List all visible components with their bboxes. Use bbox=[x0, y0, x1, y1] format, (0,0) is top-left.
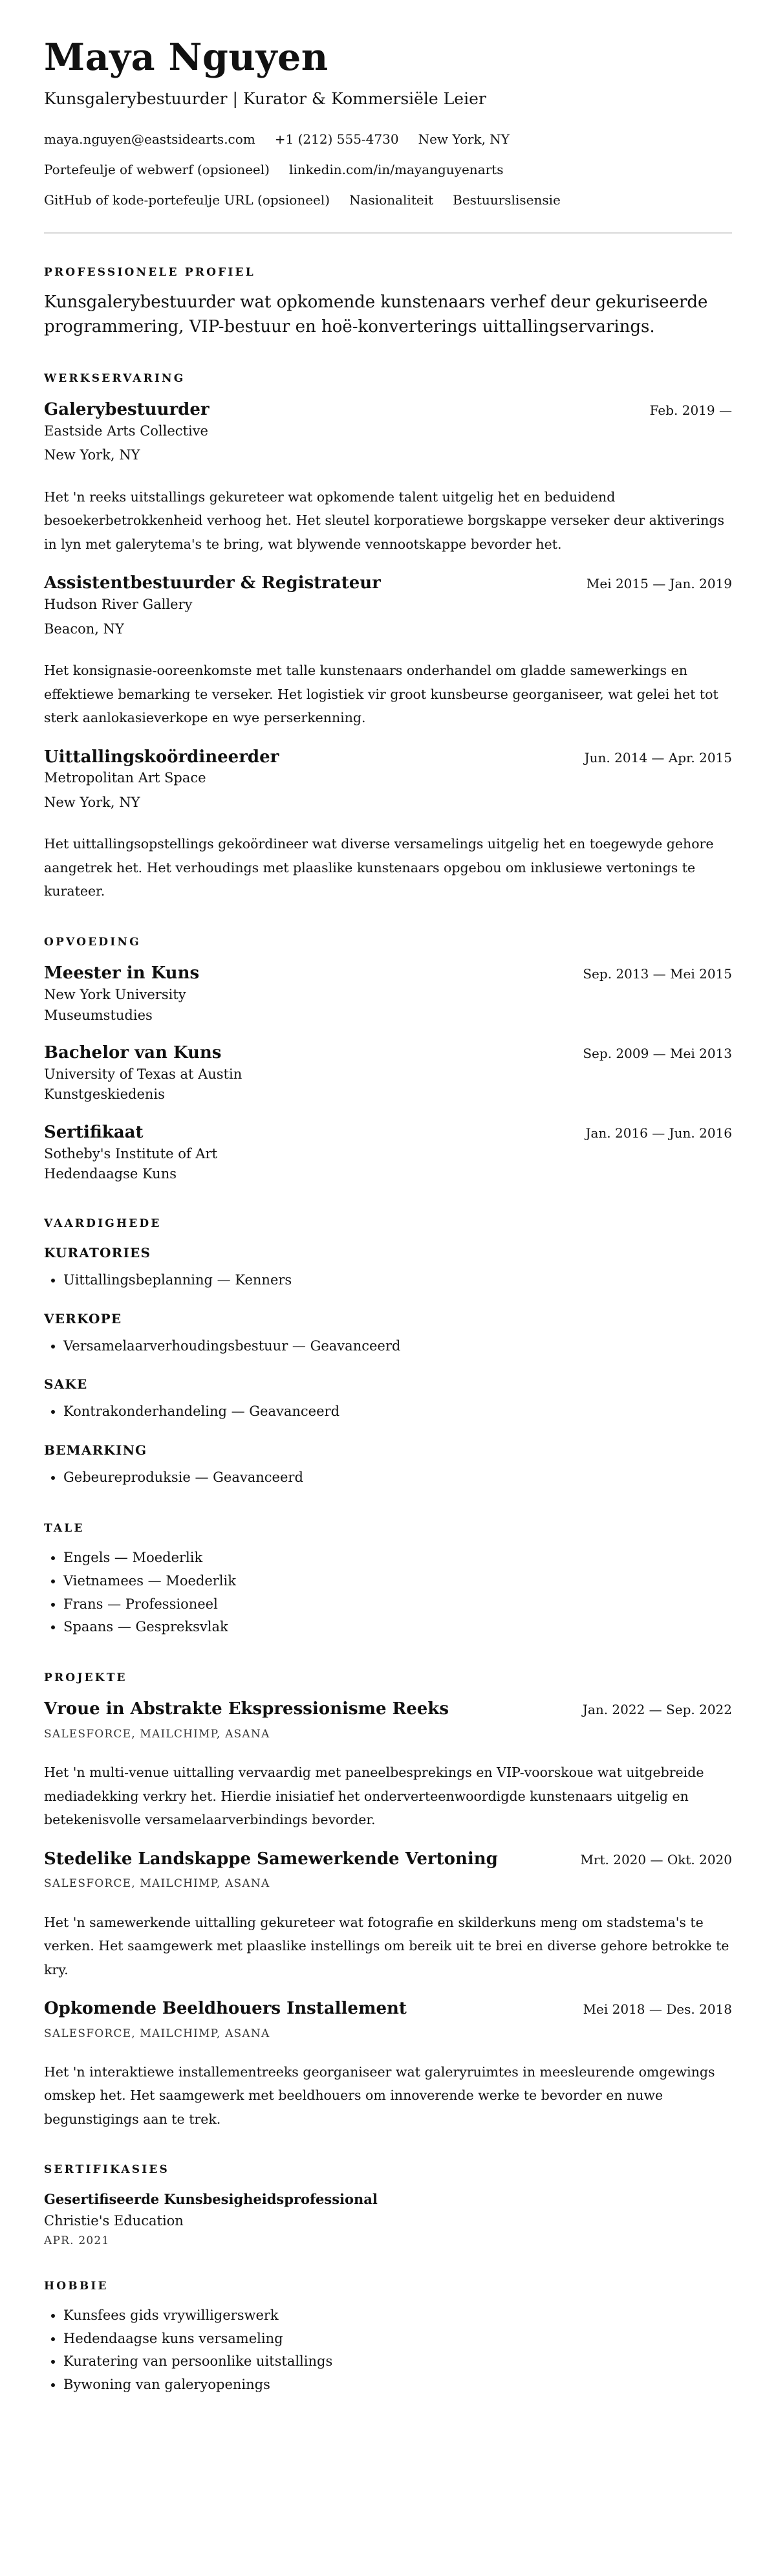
skill-item: • Gebeureproduksie — Geavanceerd bbox=[63, 1466, 732, 1490]
skill-list bbox=[44, 1269, 732, 1292]
project-date: Mei 2018 — Des. 2018 bbox=[583, 2001, 732, 2017]
degree-date: Sep. 2013 — Mei 2015 bbox=[583, 966, 732, 982]
language-item: • Frans — Professioneel bbox=[63, 1593, 732, 1616]
job-date: Feb. 2019 — bbox=[649, 402, 732, 419]
degree-date: Jan. 2016 — Jun. 2016 bbox=[585, 1125, 732, 1141]
skill-item: • Kontrakonderhandeling — Geavanceerd bbox=[63, 1400, 732, 1424]
section-heading: OPVOEDING bbox=[44, 935, 141, 949]
hobby-item: • Kunsfees gids vrywilligerswerk bbox=[63, 2304, 732, 2328]
section-heading: VAARDIGHEDE bbox=[44, 1216, 162, 1230]
project-title: Stedelike Landskappe Samewerkende Vertoning bbox=[44, 1849, 498, 1869]
job-date: Mei 2015 — Jan. 2019 bbox=[586, 576, 732, 592]
header-divider bbox=[44, 232, 732, 234]
institution: New York University bbox=[44, 987, 186, 1003]
project-date: Mrt. 2020 — Okt. 2020 bbox=[580, 1851, 732, 1867]
language-item: • Vietnamees — Moederlik bbox=[63, 1570, 732, 1593]
project-tools: SALESFORCE, MAILCHIMP, ASANA bbox=[44, 1877, 270, 1891]
section-heading: SERTIFIKASIES bbox=[44, 2163, 170, 2177]
hobbies-section bbox=[44, 2280, 732, 2397]
project-title: Vroue in Abstrakte Ekspressionisme Reeks bbox=[44, 1699, 449, 1719]
skill-category: KURATORIES bbox=[44, 1245, 151, 1261]
profile-section bbox=[44, 266, 732, 340]
contact-row bbox=[44, 161, 732, 179]
experience-section bbox=[44, 372, 732, 903]
field-of-study: Kunstgeskiedenis bbox=[44, 1086, 165, 1103]
field-of-study: Hedendaagse Kuns bbox=[44, 1166, 177, 1182]
skills-section bbox=[44, 1217, 732, 1490]
resume-header bbox=[44, 38, 732, 209]
contact-portfolio[interactable]: Portefeulje of webwerf (opsioneel) bbox=[44, 161, 270, 177]
project-description: Het 'n samewerkende uittalling gekureteer wat fotografie en skilderkuns meng om stadstema's te verken. Het saamgewerk met plaaslike instellings om bereik uit te brei en diverse gehore betrokke te kry. bbox=[44, 1914, 729, 1977]
candidate-name: Maya Nguyen bbox=[44, 36, 329, 79]
contact-phone[interactable]: +1 (212) 555-4730 bbox=[274, 131, 399, 147]
job-location: New York, NY bbox=[44, 794, 140, 810]
skill-item: • Versamelaarverhoudingsbestuur — Geavanceerd bbox=[63, 1335, 732, 1358]
language-item: • Engels — Moederlik bbox=[63, 1547, 732, 1570]
projects-section bbox=[44, 1671, 732, 2131]
contact-linkedin[interactable]: linkedin.com/in/mayanguyenarts bbox=[288, 161, 504, 177]
certification-date: APR. 2021 bbox=[44, 2234, 110, 2247]
job-employer: Metropolitan Art Space bbox=[44, 770, 206, 786]
contact-email[interactable]: maya.nguyen@eastsidearts.com bbox=[44, 131, 255, 147]
section-heading: TALE bbox=[44, 1521, 85, 1535]
institution: Sotheby's Institute of Art bbox=[44, 1145, 217, 1161]
skill-category: BEMARKING bbox=[44, 1442, 147, 1459]
degree-date: Sep. 2009 — Mei 2013 bbox=[583, 1046, 732, 1062]
experience-entry bbox=[44, 747, 732, 903]
job-title: Assistentbestuurder & Registrateur bbox=[44, 573, 381, 593]
contact-github[interactable]: GitHub of kode-portefeulje URL (opsioneel) bbox=[44, 192, 330, 208]
section-heading: PROJEKTE bbox=[44, 1671, 127, 1684]
language-list bbox=[44, 1547, 732, 1639]
languages-section bbox=[44, 1522, 732, 1639]
project-tools: SALESFORCE, MAILCHIMP, ASANA bbox=[44, 1728, 270, 1741]
job-title: Uittallingskoördineerder bbox=[44, 747, 279, 767]
education-section bbox=[44, 936, 732, 1185]
project-tools: SALESFORCE, MAILCHIMP, ASANA bbox=[44, 2027, 270, 2040]
candidate-title: Kunsgalerybestuurder | Kurator & Kommersiële Leier bbox=[44, 89, 486, 108]
certification-issuer: Christie's Education bbox=[44, 2213, 184, 2229]
section-heading: WERKSERVARING bbox=[44, 371, 186, 385]
education-entry bbox=[44, 1042, 732, 1105]
certifications-section bbox=[44, 2163, 732, 2247]
job-location: New York, NY bbox=[44, 447, 140, 463]
project-title: Opkomende Beeldhouers Installement bbox=[44, 1998, 407, 2018]
skill-category: VERKOPE bbox=[44, 1310, 122, 1327]
certification-name: Gesertifiseerde Kunsbesigheidsprofessional bbox=[44, 2190, 378, 2207]
project-entry bbox=[44, 1699, 732, 1831]
skill-list bbox=[44, 1400, 732, 1424]
skill-list bbox=[44, 1335, 732, 1358]
section-heading: HOBBIE bbox=[44, 2279, 109, 2293]
education-entry bbox=[44, 963, 732, 1026]
job-description: Het uittallingsopstellings gekoördineer wat diverse versamelings uitgelig het en toegewyde gehore aangetrek het. Het verhoudings met plaaslike kunstenaars opgebou om inklusiewe vertonings te kurateer. bbox=[44, 836, 714, 899]
project-entry bbox=[44, 1849, 732, 1981]
skill-category: SAKE bbox=[44, 1376, 88, 1393]
hobby-item: • Bywoning van galeryopenings bbox=[63, 2373, 732, 2397]
experience-entry bbox=[44, 399, 732, 556]
job-description: Het 'n reeks uitstallings gekureteer wat opkomende talent uitgelig het en beduidend besoekerbetrokkenheid verhoog het. Het sleutel korporatiewe borgskappe verseker deur aktiverings in lyn met galerytema's te bring, wat blywende vennootskappe bevorder het. bbox=[44, 489, 724, 552]
contact-nationality: Nasionaliteit bbox=[349, 192, 434, 208]
project-description: Het 'n multi-venue uittalling vervaardig met paneelbesprekings en VIP-voorskoue wat uitgebreide mediadekking verkry het. Hierdie inisiatief het onderverteenwoordigde kunstenaars uitgelig en betekenisvolle versamelaarverbindings bevorder. bbox=[44, 1765, 704, 1828]
skill-list bbox=[44, 1466, 732, 1490]
project-description: Het 'n interaktiewe installementreeks georganiseer wat galeryruimtes in meesleurende omgewings omskep het. Het saamgewerk met beeldhouers om innoverende werke te bevorder en nuwe begunstigings aan te trek. bbox=[44, 2064, 715, 2127]
hobby-item: • Hedendaagse kuns versameling bbox=[63, 2328, 732, 2351]
project-date: Jan. 2022 — Sep. 2022 bbox=[582, 1702, 732, 1718]
contact-row bbox=[44, 131, 732, 148]
job-title: Galerybestuurder bbox=[44, 400, 210, 420]
degree-title: Sertifikaat bbox=[44, 1122, 144, 1142]
profile-summary: Kunsgalerybestuurder wat opkomende kunstenaars verhef deur gekuriseerde programmering, VIP-bestuur en hoë-konverterings uittallingservarings. bbox=[44, 292, 708, 337]
job-employer: Hudson River Gallery bbox=[44, 597, 193, 613]
experience-entry bbox=[44, 573, 732, 729]
contact-row bbox=[44, 192, 732, 209]
hobby-list bbox=[44, 2304, 732, 2397]
job-date: Jun. 2014 — Apr. 2015 bbox=[584, 749, 732, 765]
field-of-study: Museumstudies bbox=[44, 1007, 153, 1023]
project-entry bbox=[44, 1998, 732, 2131]
education-entry bbox=[44, 1122, 732, 1185]
language-item: • Spaans — Gespreksvlak bbox=[63, 1616, 732, 1639]
job-description: Het konsignasie-ooreenkomste met talle kunstenaars onderhandel om gladde samewerkings en effektiewe bemarking te verseker. Het logistiek vir groot kunsbeurse georganiseer, wat gelei het tot sterk aanlokasieverkope en wye perserkenning. bbox=[44, 663, 718, 726]
section-heading: PROFESSIONELE PROFIEL bbox=[44, 265, 255, 279]
institution: University of Texas at Austin bbox=[44, 1066, 242, 1082]
hobby-item: • Kuratering van persoonlike uitstallings bbox=[63, 2350, 732, 2373]
skill-item: • Uittallingsbeplanning — Kenners bbox=[63, 1269, 732, 1292]
contact-license: Bestuurslisensie bbox=[453, 192, 561, 208]
job-location: Beacon, NY bbox=[44, 621, 124, 637]
contact-location: New York, NY bbox=[418, 131, 510, 147]
degree-title: Bachelor van Kuns bbox=[44, 1043, 222, 1063]
job-employer: Eastside Arts Collective bbox=[44, 423, 208, 439]
degree-title: Meester in Kuns bbox=[44, 963, 200, 984]
